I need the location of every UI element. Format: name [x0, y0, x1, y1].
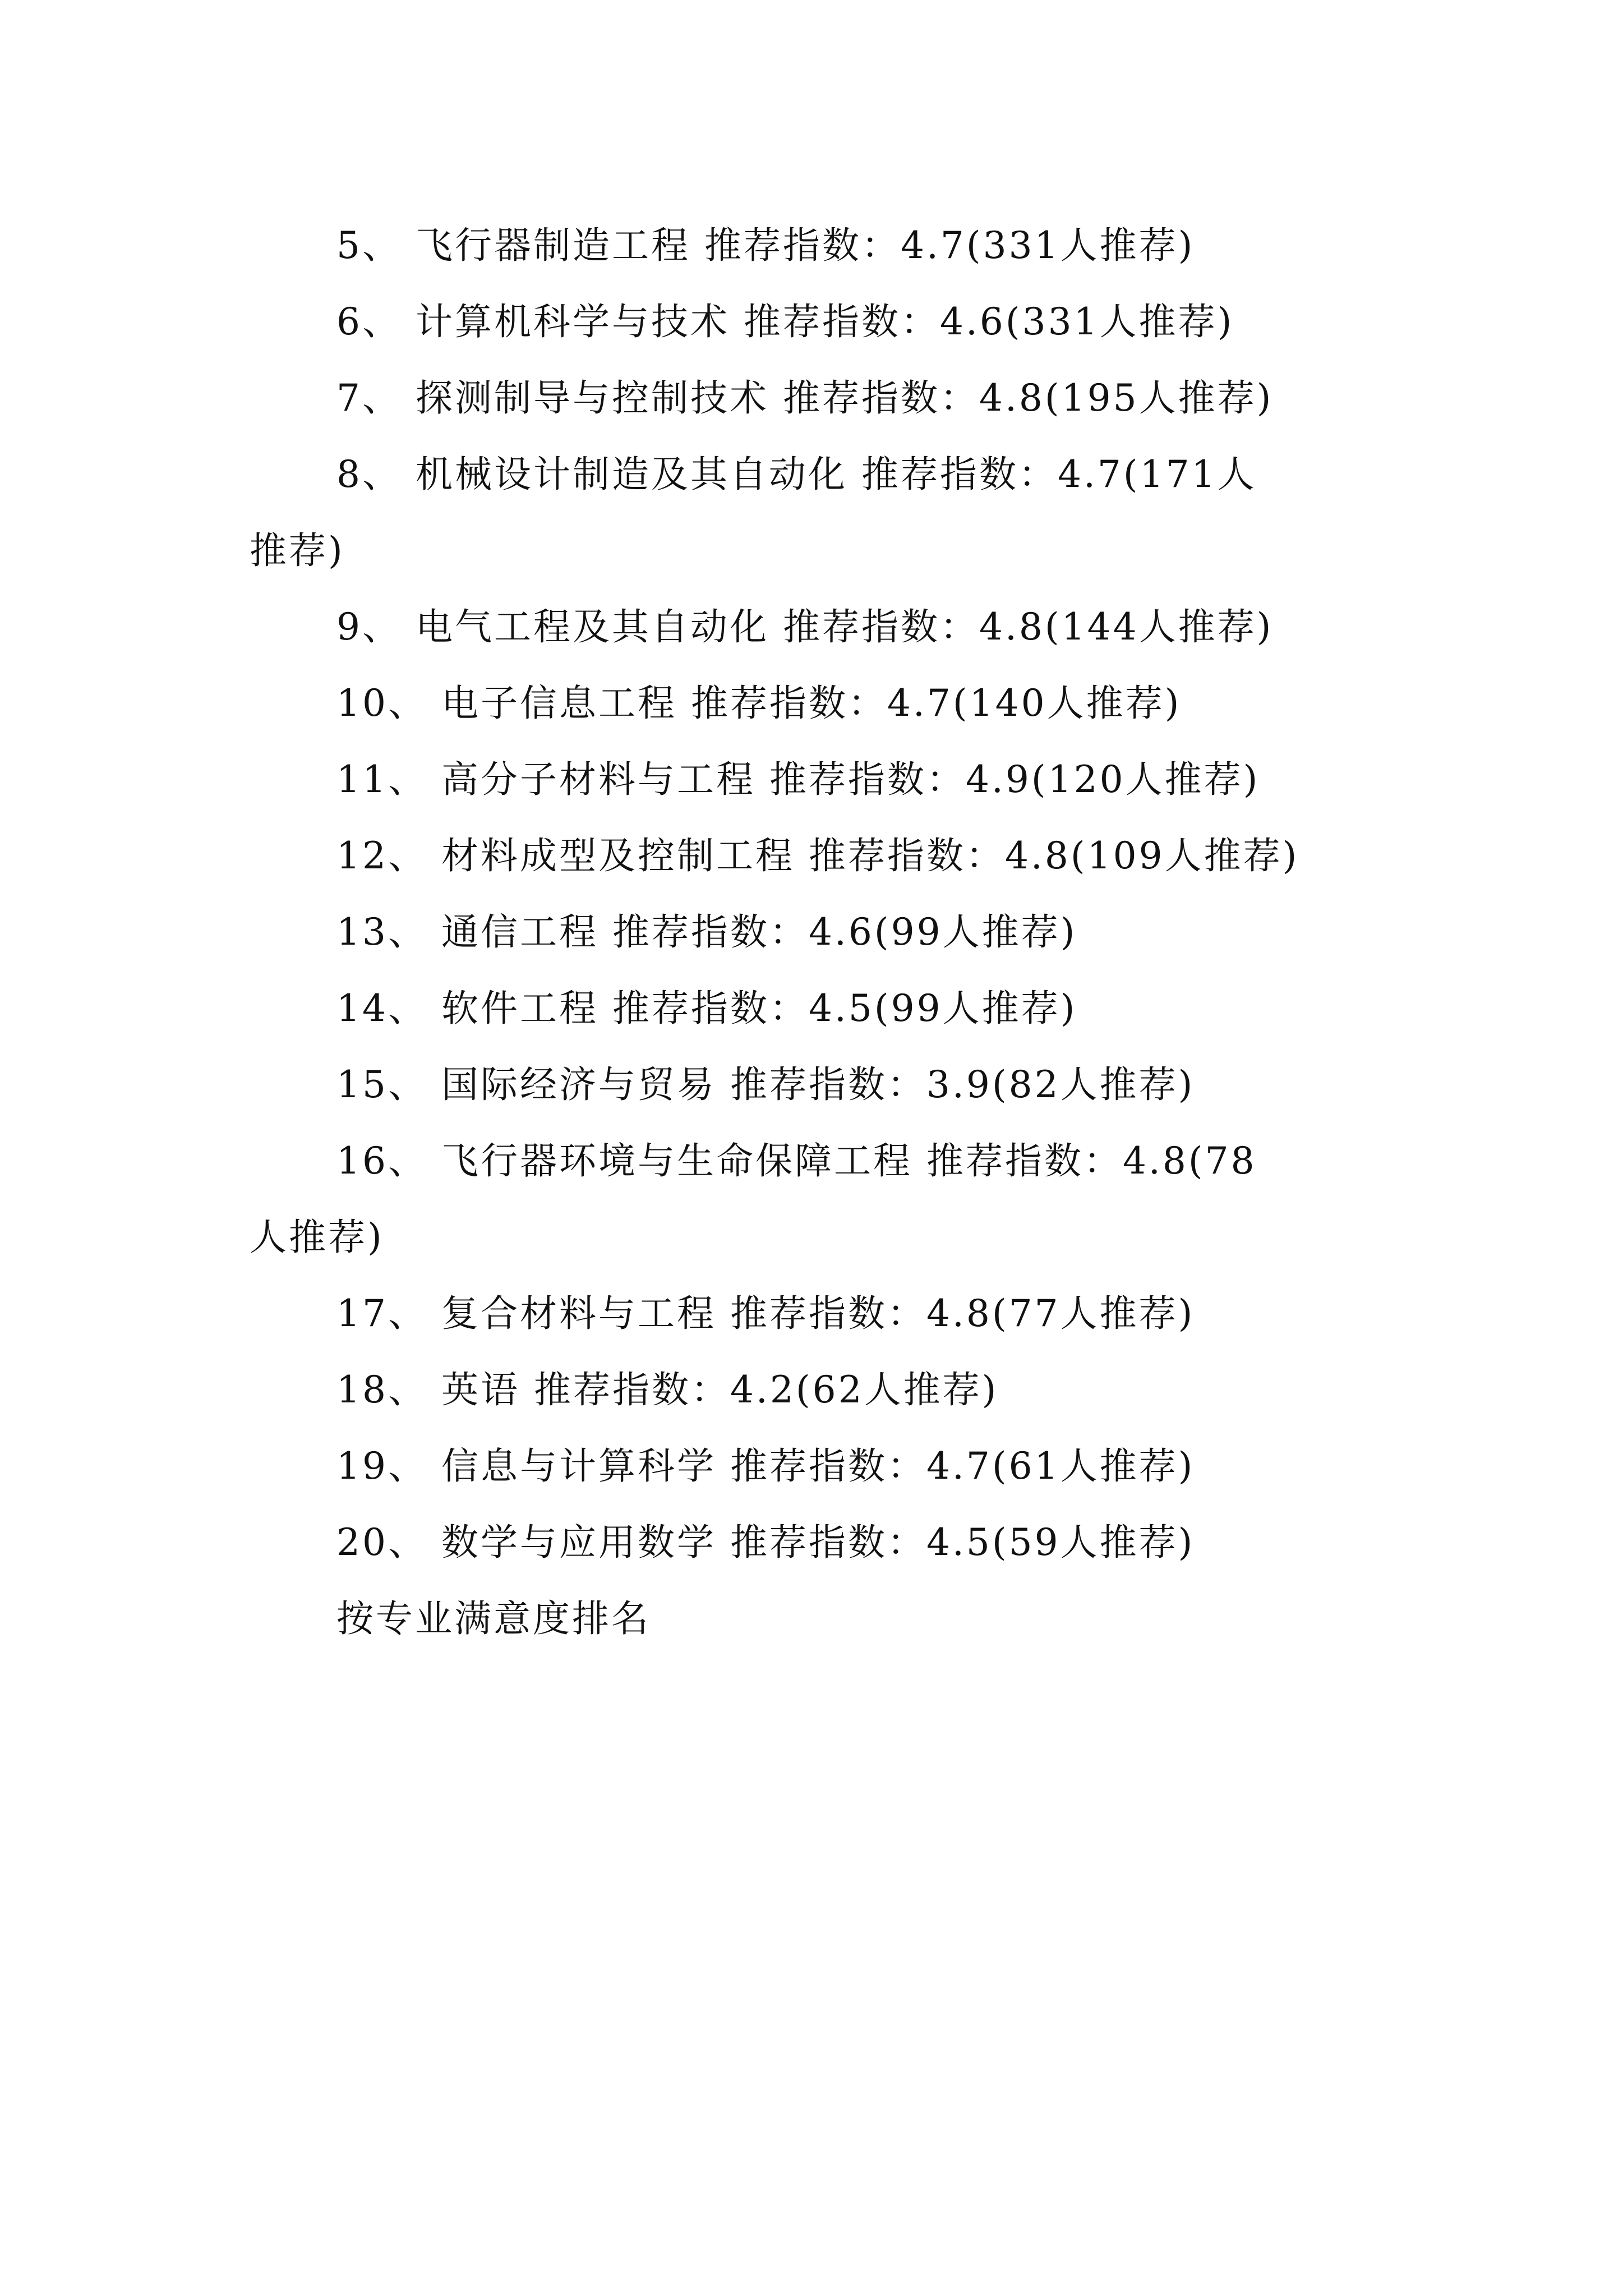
- ranking-item-9: 9、 电气工程及其自动化 推荐指数：4.8(144人推荐): [336, 605, 1274, 648]
- ranking-item-20: 20、 数学与应用数学 推荐指数：4.5(59人推荐): [336, 1521, 1195, 1564]
- ranking-item-8-continuation: 推荐): [250, 529, 345, 572]
- ranking-item-11: 11、 高分子材料与工程 推荐指数：4.9(120人推荐): [336, 758, 1260, 801]
- ranking-item-12: 12、 材料成型及控制工程 推荐指数：4.8(109人推荐): [336, 834, 1299, 877]
- ranking-item-14: 14、 软件工程 推荐指数：4.5(99人推荐): [336, 987, 1077, 1030]
- ranking-item-5: 5、 飞行器制造工程 推荐指数：4.7(331人推荐): [336, 224, 1195, 267]
- ranking-item-16: 16、 飞行器环境与生命保障工程 推荐指数：4.8(78: [336, 1139, 1257, 1182]
- ranking-item-8: 8、 机械设计制造及其自动化 推荐指数：4.7(171人: [336, 453, 1257, 496]
- document-body: [250, 208, 1405, 1657]
- section-heading: 按专业满意度排名: [336, 1597, 651, 1640]
- ranking-item-18: 18、 英语 推荐指数：4.2(62人推荐): [336, 1368, 999, 1411]
- ranking-item-17: 17、 复合材料与工程 推荐指数：4.8(77人推荐): [336, 1292, 1195, 1335]
- ranking-item-7: 7、 探测制导与控制技术 推荐指数：4.8(195人推荐): [336, 376, 1274, 420]
- ranking-item-10: 10、 电子信息工程 推荐指数：4.7(140人推荐): [336, 682, 1182, 725]
- ranking-item-6: 6、 计算机科学与技术 推荐指数：4.6(331人推荐): [336, 300, 1234, 343]
- ranking-item-16-continuation: 人推荐): [250, 1216, 384, 1259]
- ranking-item-19: 19、 信息与计算科学 推荐指数：4.7(61人推荐): [336, 1444, 1195, 1488]
- ranking-item-15: 15、 国际经济与贸易 推荐指数：3.9(82人推荐): [336, 1063, 1195, 1106]
- ranking-item-13: 13、 通信工程 推荐指数：4.6(99人推荐): [336, 910, 1077, 954]
